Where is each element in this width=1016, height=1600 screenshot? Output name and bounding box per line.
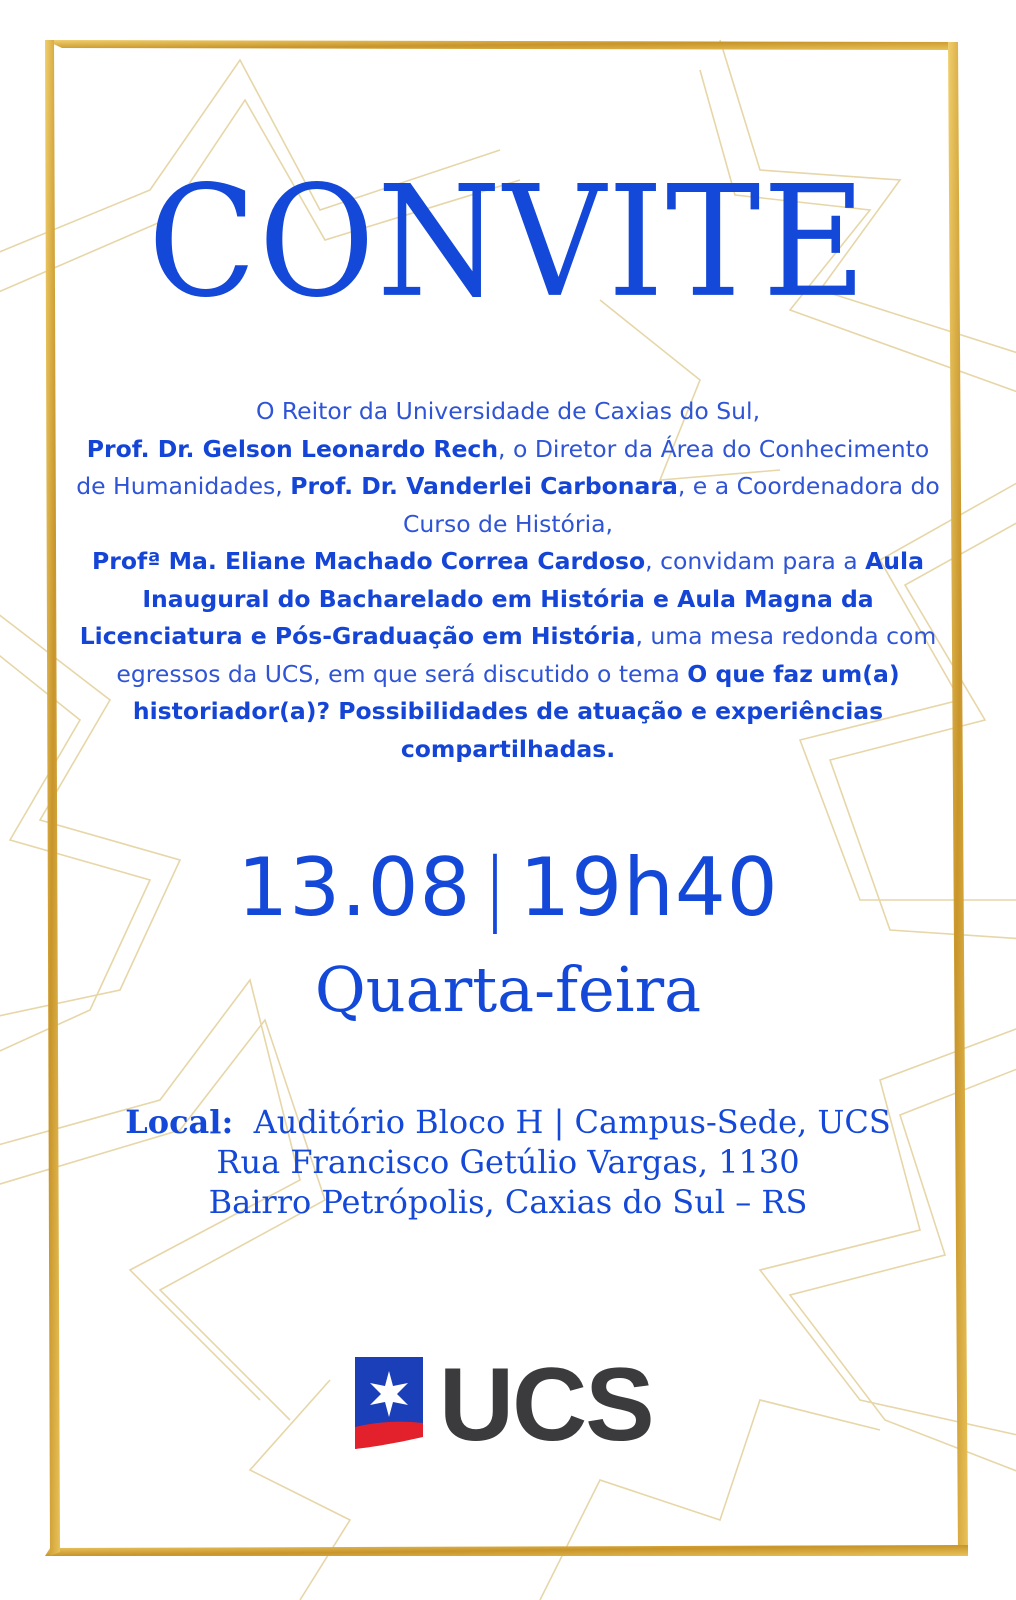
event-theme: O que faz um(a) historiador(a)? Possibilidades de atuação e experiências compartilhadas. <box>132 659 900 763</box>
ucs-logo-text: UCS <box>439 1347 653 1463</box>
invitation-text-part: , e a Coordenadora do Curso de História, <box>403 472 940 538</box>
ucs-logo <box>355 1347 655 1463</box>
event-weekday: Quarta-feira <box>314 953 702 1026</box>
invitation-text-part: , uma mesa redonda com egressos da UCS, em que será discutido o tema <box>116 622 937 688</box>
invitation-text-part: O Reitor da Universidade de Caxias do Sul, <box>255 397 761 425</box>
page-title: CONVITE <box>147 153 869 332</box>
coordinator-name: Profª Ma. Eliane Machado Correa Cardoso <box>92 547 646 575</box>
invitation-text-part: , o Diretor da Área do Conhecimento de Humanidades, <box>76 434 930 500</box>
location-line-3: Bairro Petrópolis, Caxias do Sul – RS <box>208 1183 808 1221</box>
ucs-shield-icon <box>355 1357 423 1449</box>
location-label: Local: <box>125 1103 234 1141</box>
location-line-2: Rua Francisco Getúlio Vargas, 1130 <box>216 1143 800 1181</box>
event-location <box>0 1102 1016 1222</box>
event-datetime <box>0 838 1016 938</box>
event-time: 19h40 <box>519 841 779 934</box>
director-name: Prof. Dr. Vanderlei Carbonara <box>290 472 678 500</box>
rector-name: Prof. Dr. Gelson Leonardo Rech <box>86 434 499 463</box>
location-line-1: Auditório Bloco H | Campus-Sede, UCS <box>253 1103 891 1141</box>
event-name: Aula Inaugural do Bacharelado em História e Aula Magna da Licenciatura e Pós-Graduação em História <box>79 547 924 650</box>
invitation-text-part: , convidam para a <box>645 547 866 575</box>
invitation-text <box>70 393 946 768</box>
event-date: 13.08 <box>237 841 472 934</box>
datetime-separator: | <box>481 841 510 934</box>
